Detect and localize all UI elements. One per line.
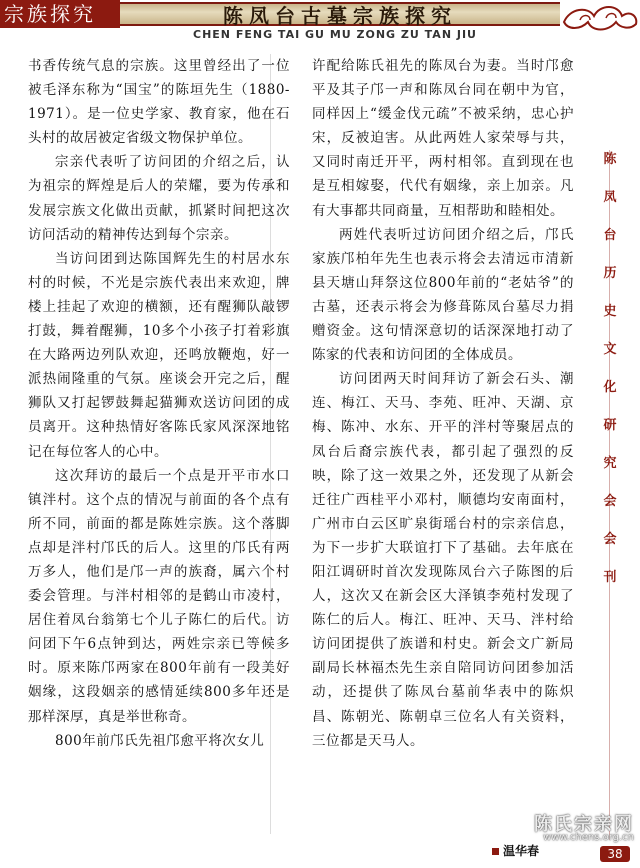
article-column-left (28, 54, 290, 836)
sidebar-char: 会 (603, 532, 617, 547)
watermark-site-name: 陈氏宗亲网 (534, 814, 634, 835)
sidebar-char: 会 (603, 494, 617, 509)
watermark-url: www.chens.org.cn (543, 832, 634, 843)
journal-name-vertical (592, 150, 628, 840)
author-credit (492, 842, 582, 860)
page-number: 38 (600, 846, 630, 862)
author-bullet-icon (492, 848, 499, 855)
paragraph: 两姓代表听过访问团介绍之后，邝氏家族邝柏年先生也表示将会去清远市清新县天塘山拜祭这位800年前的“老姑爷”的古墓，还表示将会为修葺陈凤台墓尽力捐赠资金。这句情深意切的话深深地打动了陈家的代表和访问团的全体成员。 (312, 226, 574, 364)
sidebar-char: 刊 (603, 570, 617, 585)
sidebar-char: 究 (603, 456, 617, 471)
page-title-pinyin: CHEN FENG TAI GU MU ZONG ZU TAN JIU (193, 28, 477, 41)
journal-sidebar (590, 150, 630, 840)
sidebar-char: 研 (603, 418, 617, 433)
paragraph: 书香传统气息的宗族。这里曾经出了一位被毛泽东称为“国宝”的陈垣先生（1880-1971）。是一位史学家、教育家，他在石头村的故居被定省级文物保护单位。 (28, 58, 290, 147)
sidebar-char: 史 (603, 304, 617, 319)
article-body (28, 54, 588, 836)
sidebar-char: 台 (603, 228, 617, 243)
paragraph: 宗亲代表听了访问团的介绍之后，认为祖宗的辉煌是后人的荣耀，要为传承和发展宗族文化做出贡献，抓紧时间把这次访问活动的精神传达到每个宗亲。 (28, 154, 290, 243)
paragraph: 许配给陈氏祖先的陈凤台为妻。当时邝愈平及其子邝一声和陈凤台同在朝中为官，同样因上“缓金伐元疏”不被采纳，忠心护宋，反被迫害。从此两姓人家荣辱与共，又同时南迁开平，两村相邻。直到现在也是互相嫁娶，代代有姻缘，亲上加亲。凡有大事都共同商量，互相帮助和睦相处。 (312, 58, 574, 219)
paragraph: 这次拜访的最后一个点是开平市水口镇泮村。这个点的情况与前面的各个点有所不同，前面的都是陈姓宗族。这个落脚点却是泮村邝氏的后人。这里的邝氏有两万多人，他们是邝一声的族裔，属六个村委会管理。与泮村相邻的是鹤山市凌村，居住着凤台翁第七个儿子陈仁的后代。访问团下午6点钟到达，两姓宗亲已等候多时。原来陈邝两家在800年前有一段美好姻缘，这段姻亲的感情延续800多年还是那样深厚，真是举世称奇。 (28, 467, 290, 725)
sidebar-char: 历 (603, 266, 617, 281)
author-name: 温华春 (503, 844, 540, 858)
section-label: 宗族探究 (0, 0, 120, 28)
page-title: 陈凤台古墓宗族探究 (120, 2, 560, 26)
sidebar-char: 陈 (603, 152, 617, 167)
sidebar-char: 文 (603, 342, 617, 357)
paragraph: 访问团两天时间拜访了新会石头、潮连、梅江、天马、李苑、旺冲、天湖、京梅、陈冲、水东、开平的泮村等聚居点的凤台后裔宗族代表，都引起了强烈的反映，除了这一效果之外，还发现了从新会迁往广西桂平小邓村，顺德均安南面村，广州市白云区旷泉街瑶台村的宗亲信息，为下一步扩大联谊打下了基础。去年底在阳江调研时首次发现陈凤台六子陈图的后人，这次又在新会区大泽镇李苑村发现了陈仁的后人。梅江、旺冲、天马、泮村给访问团提供了族谱和村史。新会文广新局副局长林福杰先生亲自陪同访问团参加活动，还提供了陈凤台墓前华表中的陈炽昌、陈朝光、陈朝卓三位名人有关资料，三位都是天马人。 (312, 371, 574, 749)
paragraph: 当访问团到达陈国辉先生的村居水东村的时候，不光是宗族代表出来欢迎，牌楼上挂起了欢迎的横额，还有醒狮队敲锣打鼓，舞着醒狮，10多个小孩子打着彩旗在大路两边列队欢迎，还鸣放鞭炮，好一派热闹隆重的气氛。座谈会开完之后，醒狮队又打起锣鼓舞起猫狮欢送访问团的成员离开。这种热情好客陈氏家风深深地铭记在每位客人的心中。 (28, 250, 290, 460)
cloud-ornament-icon (560, 0, 640, 36)
sidebar-char: 凤 (603, 190, 617, 205)
page-header (0, 0, 640, 44)
paragraph: 800年前邝氏先祖邝愈平将次女儿 (55, 732, 265, 749)
article-column-right (312, 54, 574, 836)
sidebar-char: 化 (603, 380, 617, 395)
